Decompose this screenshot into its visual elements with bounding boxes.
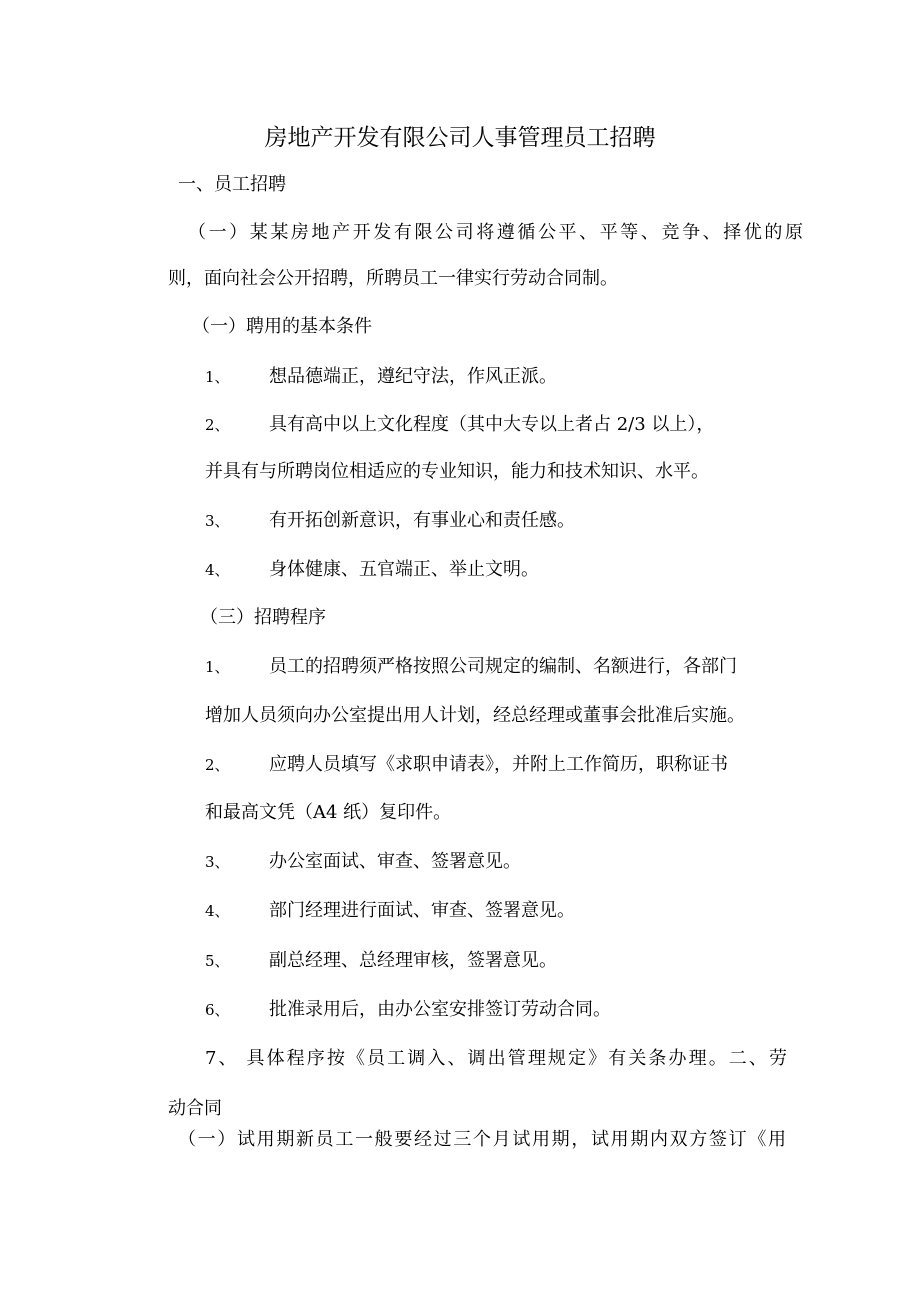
subsection-heading: （一）聘用的基本条件 — [192, 316, 372, 337]
list-item — [205, 555, 539, 585]
list-text: 应聘人员填写《求职申请表》，并附上工作简历，职称证书 — [269, 754, 728, 775]
document-title: 房地产开发有限公司人事管理员工招聘 — [264, 125, 656, 151]
list-text: 想品德端正，遵纪守法，作风正派。 — [269, 366, 557, 387]
list-item — [205, 995, 611, 1025]
list-text: 员工的招聘须严格按照公司规定的编制、名额进行，各部门 — [269, 656, 737, 677]
list-text: 批准录用后，由办公室安排签订劳动合同。 — [269, 999, 611, 1020]
list-text: 具有高中以上文化程度（其中大专以上者占 2/3 以上）， — [269, 414, 715, 435]
intro-line-1: （一）某某房地产开发有限公司将遵循公平、平等、竞争、择优的原 — [188, 222, 803, 243]
item7-line-2: 动合同 — [168, 1098, 222, 1119]
list-item — [205, 896, 575, 926]
list-continuation: 增加人员须向办公室提出用人计划，经总经理或董事会批准后实施。 — [205, 705, 745, 726]
subsection-heading: （三）招聘程序 — [200, 607, 326, 628]
list-text: 部门经理进行面试、审查、签署意见。 — [269, 900, 575, 921]
list-number: 4、 — [205, 902, 230, 920]
list-item — [205, 362, 557, 392]
list-number: 3、 — [205, 512, 230, 530]
list-item — [205, 946, 557, 976]
item7-line-1: 7、 具体程序按《员工调入、调出管理规定》有关条办理。二、劳 — [205, 1048, 787, 1069]
list-number: 1、 — [205, 658, 230, 676]
intro-line-2: 则，面向社会公开招聘，所聘员工一律实行劳动合同制。 — [168, 268, 618, 289]
list-number: 6、 — [205, 1001, 230, 1019]
paragraph-line — [205, 1044, 787, 1074]
paragraph-line — [188, 218, 803, 248]
list-item — [205, 410, 714, 440]
list-item — [205, 847, 521, 877]
list-item — [205, 652, 737, 682]
list-item — [205, 506, 575, 536]
list-number: 5、 — [205, 952, 230, 970]
list-text: 办公室面试、审查、签署意见。 — [269, 851, 521, 872]
paragraph-line — [178, 1125, 786, 1155]
list-item — [205, 750, 728, 780]
list-number: 3、 — [205, 853, 230, 871]
list-continuation: 和最高文凭（A4 纸）复印件。 — [205, 802, 452, 823]
list-number: 2、 — [205, 756, 230, 774]
list-text: 身体健康、五官端正、举止文明。 — [269, 559, 539, 580]
list-text: 副总经理、总经理审核，签署意见。 — [269, 950, 557, 971]
list-number: 4、 — [205, 561, 230, 579]
section-heading: 一、员工招聘 — [178, 174, 286, 195]
list-text: 有开拓创新意识，有事业心和责任感。 — [269, 510, 575, 531]
list-number: 1、 — [205, 368, 230, 386]
contract-line-1: （一）试用期新员工一般要经过三个月试用期，试用期内双方签订《用 — [178, 1129, 786, 1150]
list-continuation: 并具有与所聘岗位相适应的专业知识，能力和技术知识、水平。 — [205, 461, 709, 482]
list-number: 2、 — [205, 416, 230, 434]
